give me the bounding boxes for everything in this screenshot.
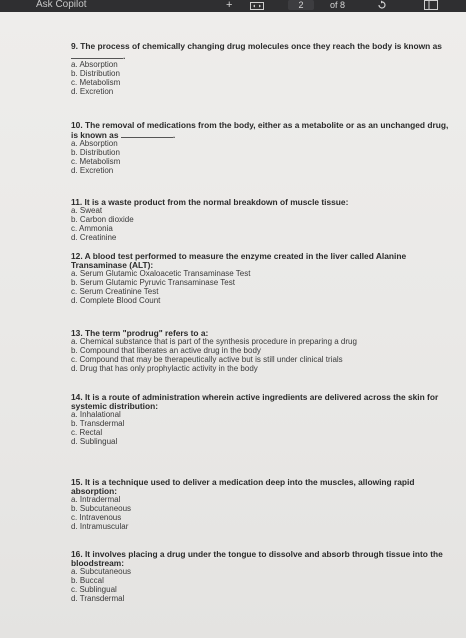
option-c: c. Metabolism: [71, 156, 121, 166]
option-a: a. Absorption: [71, 139, 118, 148]
rotate-icon[interactable]: [376, 0, 388, 10]
option-d: d. Intramuscular: [71, 521, 129, 531]
option-d: d. Drug that has only prophylactic activity in the body: [71, 363, 258, 373]
option-c: c. Sublingual: [71, 584, 117, 594]
option-a: a. Subcutaneous: [71, 567, 132, 576]
page-total-label: of 8: [330, 0, 346, 10]
option-a: a. Inhalational: [71, 410, 121, 419]
option-a: a. Sweat: [71, 206, 103, 215]
question-text: 14. It is a route of administration wherein active ingredients are delivered across the skin for systemic distribution:: [71, 392, 439, 411]
option-a: a. Intradermal: [71, 495, 121, 504]
option-d: d. Sublingual: [71, 436, 118, 446]
option-d: d. Creatinine: [71, 232, 117, 242]
question-text: 12. A blood test performed to measure the enzyme created in the liver called Alanine Transaminase (ALT):: [71, 251, 407, 270]
option-b: b. Carbon dioxide: [71, 214, 134, 224]
option-b: b. Buccal: [71, 575, 104, 585]
option-b: b. Compound that liberates an active drug in the body: [71, 345, 261, 355]
question-text: 16. It involves placing a drug under the tongue to dissolve and absorb through tissue into the bloodstream:: [71, 549, 443, 568]
question-15: [71, 478, 451, 532]
option-a: a. Absorption: [71, 60, 118, 69]
option-c: c. Intravenous: [71, 512, 122, 522]
question-text: 13. The term "prodrug" refers to a:: [71, 328, 209, 338]
option-c: c. Compound that may be therapeutically active but is still under clinical trials: [71, 354, 343, 364]
viewer-toolbar: [0, 0, 466, 12]
option-d: d. Complete Blood Count: [71, 295, 161, 305]
question-text: 15. It is a technique used to deliver a medication deep into the muscles, allowing rapid absorption:: [71, 477, 415, 496]
question-12: [71, 252, 451, 306]
fit-page-icon[interactable]: [250, 1, 264, 9]
zoom-in-button[interactable]: +: [226, 0, 233, 11]
question-text: 11. It is a waste product from the normal breakdown of muscle tissue:: [71, 197, 349, 207]
question-11: [71, 198, 451, 243]
question-10: [71, 121, 451, 176]
question-9: [71, 42, 451, 97]
option-a: a. Serum Glutamic Oxaloacetic Transaminase Test: [71, 269, 251, 278]
document-page: [0, 12, 466, 638]
option-b: b. Distribution: [71, 68, 120, 78]
question-13: [71, 329, 451, 374]
option-b: b. Transdermal: [71, 418, 125, 428]
option-c: c. Ammonia: [71, 223, 113, 233]
option-c: c. Serum Creatinine Test: [71, 286, 159, 296]
option-d: d. Transdermal: [71, 593, 125, 603]
option-a: a. Chemical substance that is part of the synthesis procedure in preparing a drug: [71, 337, 357, 346]
option-c: c. Rectal: [71, 427, 103, 437]
answer-blank: [71, 51, 123, 59]
option-b: b. Serum Glutamic Pyruvic Transaminase Test: [71, 277, 235, 287]
option-b: b. Distribution: [71, 147, 120, 157]
answer-blank: [121, 130, 173, 138]
question-text: 9. The process of chemically changing drug molecules once they reach the body is known as .: [71, 41, 442, 61]
page-view-icon[interactable]: [424, 0, 438, 10]
option-d: d. Excretion: [71, 165, 114, 175]
ask-copilot-button[interactable]: Ask Copilot: [36, 0, 87, 10]
page-number-input[interactable]: 2: [288, 0, 314, 10]
option-d: d. Excretion: [71, 86, 114, 96]
option-c: c. Metabolism: [71, 77, 121, 87]
question-text: 10. The removal of medications from the body, either as a metabolite or as an unchanged drug, is known as .: [71, 120, 449, 140]
question-14: [71, 393, 451, 447]
option-b: b. Subcutaneous: [71, 503, 132, 513]
question-16: [71, 550, 451, 604]
